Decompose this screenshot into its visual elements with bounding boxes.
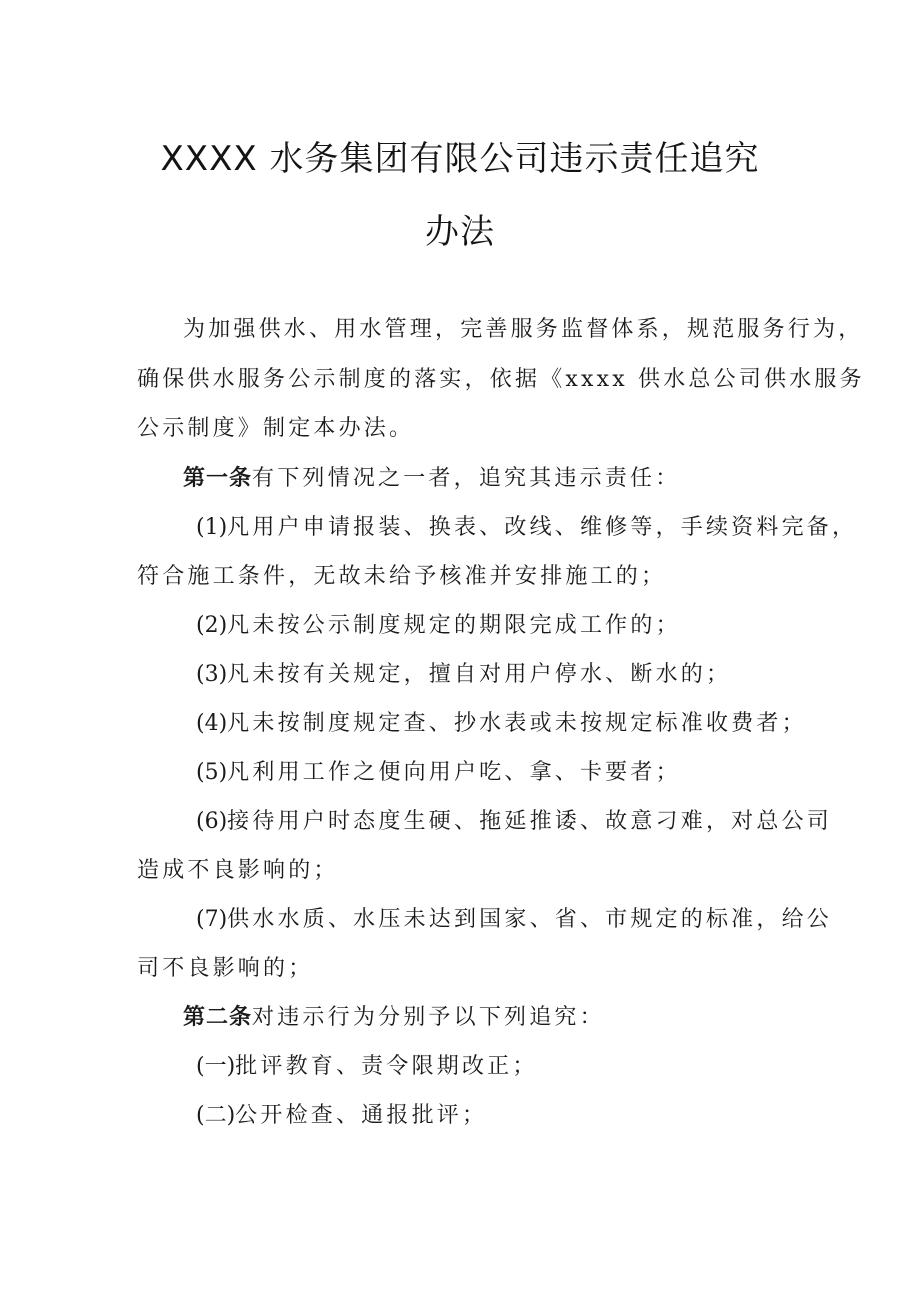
item-text: 凡未按有关规定，擅自对用户停水、断水的； <box>227 662 732 687</box>
article-1-item-1 <box>196 514 857 542</box>
item-number: (5) <box>196 760 228 785</box>
item-text: 凡未按制度规定查、抄水表或未按规定标准收费者； <box>227 711 807 736</box>
item-number: (一) <box>196 1054 236 1079</box>
item-number: (7) <box>196 907 228 932</box>
item-text: 凡用户申请报装、换表、改线、维修等，手续资料完备， <box>227 515 858 540</box>
item-text: 供水水质、水压未达到国家、省、市规定的标准，给公 <box>227 907 832 932</box>
intro-paragraph-line-3: 公示制度》制定本办法。 <box>137 416 415 441</box>
intro-paragraph-line-2: 确保供水服务公示制度的落实，依据《xxxx 供水总公司供水服务 <box>137 367 865 392</box>
article-2-item-1 <box>196 1053 538 1081</box>
article-2-label: 第二条 <box>183 1005 253 1030</box>
article-1-item-5 <box>196 759 681 787</box>
article-2-text: 对违示行为分别予以下列追究： <box>252 1005 605 1030</box>
article-1-text: 有下列情况之一者，追究其违示责任： <box>252 466 681 491</box>
article-1-item-7-continuation: 司不良影响的； <box>137 956 314 981</box>
article-1-item-6 <box>196 808 832 836</box>
article-1-item-2 <box>196 612 681 640</box>
article-1-item-6-continuation: 造成不良影响的； <box>137 858 339 883</box>
item-text: 凡未按公示制度规定的期限完成工作的； <box>227 613 681 638</box>
article-1-item-1-continuation: 符合施工条件，无故未给予核准并安排施工的； <box>137 564 667 589</box>
item-number: (1) <box>196 515 228 540</box>
article-1 <box>183 465 680 493</box>
article-2 <box>183 1004 605 1032</box>
article-1-item-4 <box>196 710 807 738</box>
item-number: (2) <box>196 613 228 638</box>
article-1-item-7 <box>196 906 832 934</box>
intro-paragraph-line-1: 为加强供水、用水管理，完善服务监督体系，规范服务行为， <box>183 317 864 342</box>
item-text: 公开检查、通报批评； <box>235 1103 488 1128</box>
item-number: (6) <box>196 809 228 834</box>
item-number: (4) <box>196 711 228 736</box>
document-title-line-1: XXXX 水务集团有限公司违示责任追究 <box>160 139 760 179</box>
item-text: 接待用户时态度生硬、拖延推诿、故意刁难，对总公司 <box>227 809 832 834</box>
article-1-item-3 <box>196 661 731 689</box>
item-number: (二) <box>196 1103 236 1128</box>
article-1-label: 第一条 <box>183 466 253 491</box>
item-number: (3) <box>196 662 228 687</box>
article-2-item-2 <box>196 1102 487 1130</box>
item-text: 凡利用工作之便向用户吃、拿、卡要者； <box>227 760 681 785</box>
document-title-line-2: 办法 <box>425 212 495 252</box>
item-text: 批评教育、责令限期改正； <box>235 1054 538 1079</box>
